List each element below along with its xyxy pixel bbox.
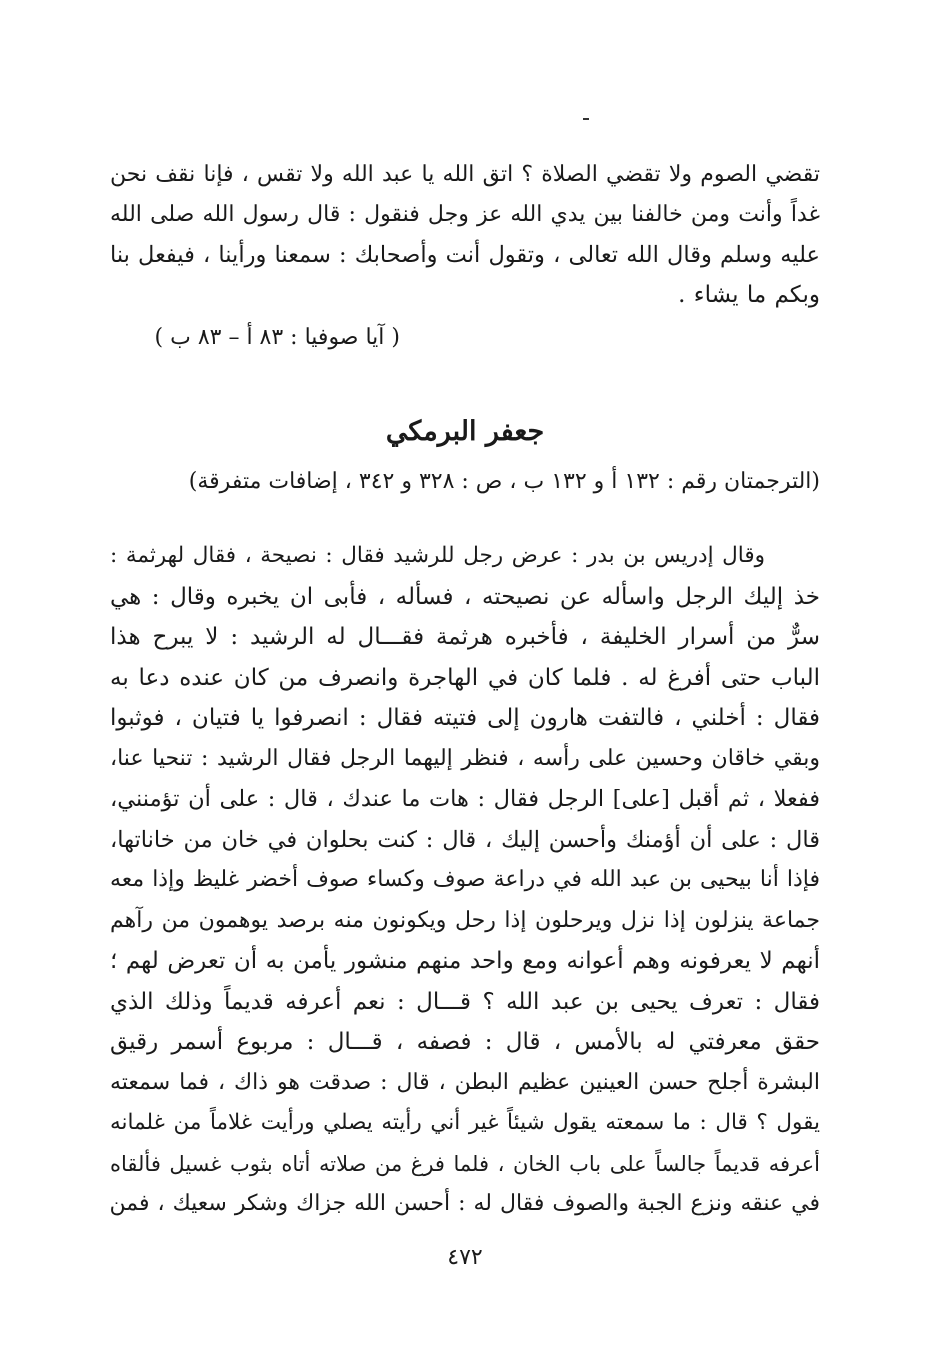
text-line: ففعلا ، ثم أقبل [على] الرجل فقال : هات ما عندك ، قال : على أن تؤمنني، [110, 786, 820, 812]
text-line: حقق معرفتي له بالأمس ، قال : فصفه ، قـــال : مربوع أسمر رقيق [110, 1029, 820, 1055]
text-line: الباب حتى أفرغ له . فلما كان في الهاجرة وانصرف من كان عنده دعا به [110, 664, 820, 691]
text-line: غداً وأنت ومن خالفنا بين يدي الله عز وجل فنقول : قال رسول الله صلى الله [110, 202, 820, 227]
printer-mark [583, 118, 589, 120]
text-line: خذ إليك الرجل واسأله عن نصيحته ، فسأله ، فأبى ان يخبره وقال : هي [110, 583, 820, 610]
text-line: وبكم ما يشاء . [678, 282, 820, 308]
text-line: وبقي خاقان وحسين على رأسه ، فنظر إليهما الرجل فقال الرشيد : تنحيا عنا، [110, 745, 820, 771]
text-line: أعرفه قديماً جالساً على باب الخان ، فلما فرغ من صلاته أتاه بثوب غسيل فألقاه [110, 1151, 820, 1176]
text-line: عليه وسلم وقال الله تعالى ، وتقول أنت وأصحابك : سمعنا ورأينا ، فيفعل بنا [110, 242, 820, 268]
text-line: فقال : تعرف يحيى بن عبد الله ؟ قـــال : نعم أعرفه قديماً وذلك الذي [110, 988, 820, 1015]
body-paragraph [110, 536, 820, 1225]
text-line: فقال : أخلني ، فالتفت هارون إلى فتيته فقال : انصرفوا يا فتيان ، فوثبوا [110, 705, 820, 731]
page-number: ٤٧٢ [447, 1245, 483, 1270]
text-line: فإذا أنا بيحيى بن عبد الله في دراعة صوف وكساء صوف أخضر غليظ وإذا معه [110, 867, 820, 892]
text-line: البشرة أجلح حسن العينين عظيم البطن ، قال : صدقت هو ذاك ، فما سمعته [110, 1069, 820, 1095]
source-reference: ( آيا صوفيا : ٨٣ أ – ٨٣ ب ) [154, 325, 400, 350]
section-heading: جعفر البرمكي [385, 416, 545, 447]
text-line: قال : على أن أؤمنك وأحسن إليك ، قال : كنت بحلوان في خان من خاناتها، [110, 826, 820, 853]
text-line: وقال إدريس بن بدر : عرض رجل للرشيد فقال : نصيحة ، فقال لهرثمة : [110, 543, 765, 568]
text-line: جماعة ينزلون إذا نزل ويرحلون إذا رحل ويكونون منه برصد يوهمون من رآهم [110, 907, 820, 933]
text-line: سرٌّ من أسرار الخليفة ، فأخبره هرثمة فقـــال له الرشيد : لا يبرح هذا [110, 624, 820, 650]
section-subtitle: (الترجمتان رقم : ١٣٢ أ و ١٣٢ ب ، ص : ٣٢٨ و ٣٤٢ ، إضافات متفرقة) [188, 469, 820, 494]
top-paragraph [110, 155, 820, 315]
text-line: يقول ؟ قال : ما سمعته يقول شيئاً غير أني رأيته يصلي ورأيت غلاماً من غلمانه [110, 1110, 820, 1135]
text-line: تقضي الصوم ولا تقضي الصلاة ؟ اتق الله يا عبد الله ولا تقس ، فإنا نقف نحن [110, 162, 820, 187]
text-line: في عنقه ونزع الجبة والصوف فقال له : أحسن الله جزاك وشكر سعيك ، فمن [110, 1191, 820, 1216]
text-line: أنهم لا يعرفونه وهم أعوانه ومع واحد منهم منشور يأمن به أن تعرض لهم ؛ [110, 948, 820, 974]
